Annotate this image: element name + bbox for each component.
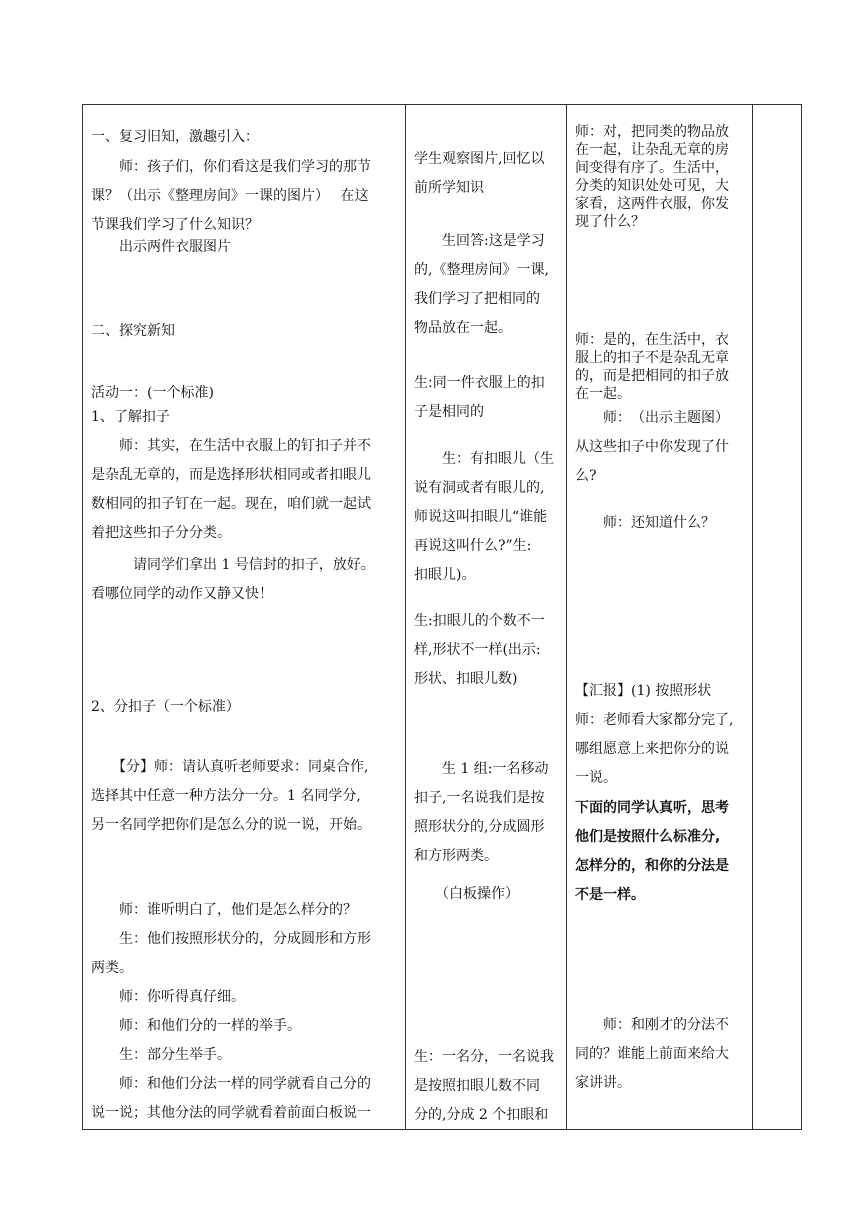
review-heading-line: 一、复习旧知，激趣引入： — [91, 129, 259, 145]
different-line: 同的？谁能上前面来给大 — [575, 1046, 729, 1062]
student-activity-column — [406, 105, 567, 1130]
teaching-process-column — [83, 105, 406, 1130]
dialogue-line: 生：部分生举手。 — [91, 1047, 231, 1063]
dialogue-line: 师：谁听明白了，他们是怎么样分的？ — [91, 902, 357, 918]
group1-line: 生 1 组:一名移动 — [414, 761, 549, 777]
differences-line: 生:扣眼儿的个数不一 — [414, 613, 545, 629]
listen-bold-line: 怎样分的，和你的分法是 — [575, 858, 729, 874]
show-clothes-line: 出示两件衣服图片 — [91, 239, 231, 255]
dialogue-line: 生：他们按照形状分的，分成圆形和方形 — [91, 931, 371, 947]
sort-heading-line: 2、分扣子（一个标准） — [91, 699, 240, 715]
teacher-buttons-line: 是杂乱无章的，而是选择形状相同或者扣眼儿 — [91, 467, 371, 483]
teacher-right-line: 在一起，让杂乱无章的房 — [575, 142, 729, 158]
know-buttons-line: 1、了解扣子 — [91, 409, 170, 425]
teacher-yes-line: 的，而是把相同的扣子放 — [575, 368, 729, 384]
sort-instructions-line: 选择其中任意一种方法分一分。1 名同学分, — [91, 788, 361, 804]
teacher-buttons-line: 着把这些扣子分分类。 — [91, 525, 231, 541]
button-holes-line: 再说这叫什么?”生: — [414, 538, 532, 554]
group2-line: 是按照扣眼儿数不同 — [414, 1078, 540, 1094]
teacher-else-line: 师：还知道什么？ — [575, 515, 715, 531]
sort-instructions-line: 【分】师：请认真听老师要求：同桌合作, — [91, 759, 369, 775]
report-line: 哪组愿意上来把你分的说 — [575, 741, 729, 757]
teacher-buttons-line: 数相同的扣子钉在一起。现在，咱们就一起试 — [91, 496, 371, 512]
teacher-theme-line: 从这些扣子中你发现了什 — [575, 439, 729, 455]
teacher-yes-line: 服上的扣子不是杂乱无章 — [575, 350, 729, 366]
group1-line: 照形状分的,分成圆形 — [414, 819, 545, 835]
dialogue-line: 师：和他们分的一样的举手。 — [91, 1018, 301, 1034]
group1-line: 扣子,一名说我们是按 — [414, 790, 545, 806]
answer-line: 的,《整理房间》一课, — [414, 262, 549, 278]
group2-line: 分的,分成 2 个扣眼和 — [414, 1107, 549, 1123]
teacher-intro-line: 师：孩子们，你们看这是我们学习的那节 — [91, 159, 371, 175]
dialogue-line: 两类。 — [91, 960, 133, 976]
teacher-right-line: 现了什么？ — [575, 214, 645, 230]
answer-line: 生回答:这是学习 — [414, 233, 545, 249]
lesson-plan-table — [82, 104, 802, 1130]
teacher-theme-line: 么? — [575, 468, 597, 484]
teacher-yes-line: 在一起。 — [575, 386, 631, 402]
teacher-theme-line: 师： （出示主题图） — [575, 410, 729, 426]
group1-line: 和方形两类。 — [414, 848, 498, 864]
same-buttons-line: 子是相同的 — [414, 404, 484, 420]
activity1-line: 活动一：(一个标准) — [91, 385, 214, 401]
teacher-intro-line: 课？（出示《整理房间》一课的图片） 在这 — [91, 188, 369, 204]
sort-instructions-line: 另一名同学把你们是怎么分的说一说，开始。 — [91, 817, 371, 833]
report-line: 【汇报】(1) 按照形状 — [575, 683, 712, 699]
answer-line: 我们学习了把相同的 — [414, 291, 540, 307]
dialogue-line: 师：和他们分法一样的同学就看自己分的 — [91, 1076, 371, 1092]
observe-line: 学生观察图片,回忆以 — [414, 151, 545, 167]
observe-line: 前所学知识 — [414, 180, 484, 196]
take-out-line: 请同学们拿出 1 号信封的扣子，放好。 — [91, 557, 375, 573]
remarks-column — [753, 105, 802, 1130]
whiteboard-line: （白板操作） — [414, 886, 519, 902]
take-out-line: 看哪位同学的动作又静又快！ — [91, 586, 273, 602]
button-holes-line: 扣眼儿)。 — [414, 567, 476, 583]
button-holes-line: 师说这叫扣眼儿“谁能 — [414, 509, 548, 525]
different-line: 家讲讲。 — [575, 1075, 631, 1091]
teacher-right-line: 间变得有序了。生活中， — [575, 160, 729, 176]
report-line: 一说。 — [575, 770, 617, 786]
button-holes-line: 生：有扣眼儿（生 — [414, 451, 554, 467]
differences-line: 形状、扣眼儿数) — [414, 671, 518, 687]
explore-heading-line: 二、探究新知 — [91, 323, 175, 339]
teacher-buttons-line: 师：其实，在生活中衣服上的钉扣子并不 — [91, 438, 371, 454]
teacher-right-line: 家看，这两件衣服，你发 — [575, 196, 729, 212]
listen-bold-line: 不是一样。 — [575, 887, 645, 903]
report-line: 师：老师看大家都分完了, — [575, 712, 734, 728]
teacher-right-line: 师：对，把同类的物品放 — [575, 124, 729, 140]
group2-line: 生：一名分，一名说我 — [414, 1049, 554, 1065]
listen-bold-line: 他们是按照什么标准分, — [575, 829, 721, 845]
teacher-notes-column — [567, 105, 753, 1130]
answer-line: 物品放在一起。 — [414, 320, 512, 336]
same-buttons-line: 生:同一件衣服上的扣 — [414, 375, 545, 391]
listen-bold-line: 下面的同学认真听，思考 — [575, 800, 729, 816]
dialogue-line: 师：你听得真仔细。 — [91, 989, 245, 1005]
dialogue-line: 说一说；其他分法的同学就看着前面白板说一 — [91, 1105, 371, 1121]
button-holes-line: 说有洞或者有眼儿的, — [414, 480, 545, 496]
teacher-intro-line: 节课我们学习了什么知识？ — [91, 217, 259, 233]
differences-line: 样,形状不一样(出示: — [414, 642, 541, 658]
teacher-right-line: 分类的知识处处可见，大 — [575, 178, 729, 194]
teacher-yes-line: 师：是的，在生活中，衣 — [575, 332, 729, 348]
different-line: 师：和刚才的分法不 — [575, 1017, 729, 1033]
